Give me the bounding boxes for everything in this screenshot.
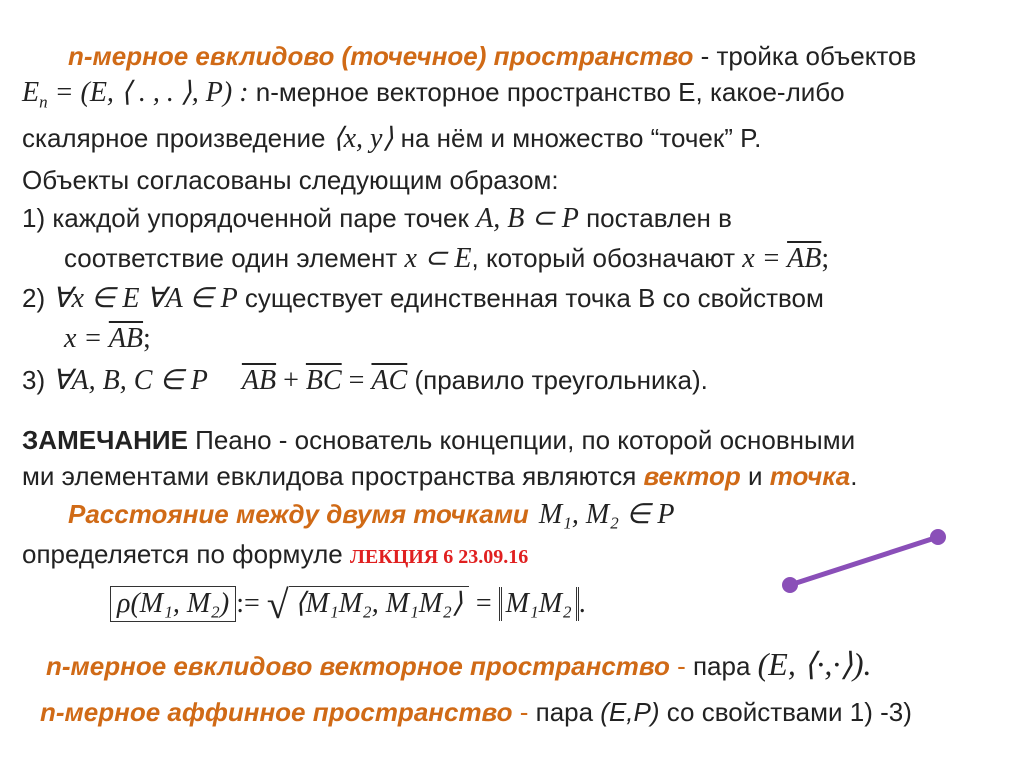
distance-formula: ρ(M₁, M₂) := √ ⟨M₁M₂, M₁M₂⟩ = M₁M₂ . [110,586,586,622]
remark-point: точка [769,461,851,491]
definition-intro: - тройка объектов [693,41,917,71]
vector-ac: $\overline{AC}$ [371,365,408,396]
item-2-line-1: 2) ∀x ∈ E ∀A ∈ P существует единственная точка B со свойством [22,283,824,314]
item-1-line-2: соответствие один элемент x ⊂ E, который обозначают $x = \overline{AB}$; [64,243,830,274]
distance-title: Расстояние между двумя точками [68,499,529,529]
distance-line-1: Расстояние между двумя точками M₁, M₂ ∈ P [68,499,675,530]
distance-line-2: определяется по формуле ЛЕКЦИЯ 6 23.09.16 [22,539,529,569]
definition-formula: $E_n = (E$, ⟨ . , . ⟩, P) : [22,77,249,112]
affine-space-line: n-мерное аффинное пространство - пара (E,P) со свойствами 1) -3) [40,697,912,727]
item-1-line-1: 1) каждой упорядоченной паре точек A, B ⊂ P поставлен в [22,203,732,234]
remark-label: ЗАМЕЧАНИЕ [22,425,188,455]
definition-line-1 [68,40,916,72]
item-3: 3) ∀A, B, C ∈ P $\overline{AB} + \overline{BC} = \overline{AC}$ (правило треугольника). [22,365,708,396]
sqrt-sign: √ [266,582,289,627]
definition-desc-1: n-мерное векторное пространство E, какое-либо [248,77,845,107]
segment-illustration [770,520,970,600]
vector-space-term: n-мерное евклидово векторное пространство [46,651,670,681]
vector-ab: $\overline{AB}$ [787,243,822,274]
lecture-label: ЛЕКЦИЯ 6 23.09.16 [349,546,529,568]
vector-ab: $\overline{AB}$ [108,323,144,354]
vector-space-line: n-мерное евклидово векторное пространство - пара (E, ⟨·,·⟩). [46,646,872,682]
affine-space-term: n-мерное аффинное пространство [40,697,513,727]
definition-line-3: скалярное произведение ⟨x, y⟩ на нём и множество “точек” P. [22,123,762,154]
vector-bc: $\overline{BC}$ [305,365,342,396]
vector-ab: $\overline{AB}$ [241,365,277,396]
sqrt-inner: ⟨M₁M₂, M₁M₂⟩ [289,586,469,621]
remark-vector: вектор [643,461,741,491]
scalar-product: ⟨x, y⟩ [332,123,394,154]
definition-line-2 [22,76,845,119]
consistency-heading: Объекты согласованы следующим образом: [22,165,559,195]
remark-line-1: ЗАМЕЧАНИЕ Пеано - основатель концепции, по которой основными [22,425,856,455]
definition-term: n-мерное евклидово (точечное) пространство [68,41,694,71]
segment-line [790,537,938,585]
segment-point-m1 [782,577,798,593]
remark-line-2: ми элементами евклидова пространства являются вектор и точка. [22,461,858,491]
segment-point-m2 [930,529,946,545]
item-2-line-2: $x = \overline{AB}$; [64,323,151,354]
distance-rho: ρ(M₁, M₂) [110,586,236,622]
norm: M₁M₂ [499,587,579,621]
